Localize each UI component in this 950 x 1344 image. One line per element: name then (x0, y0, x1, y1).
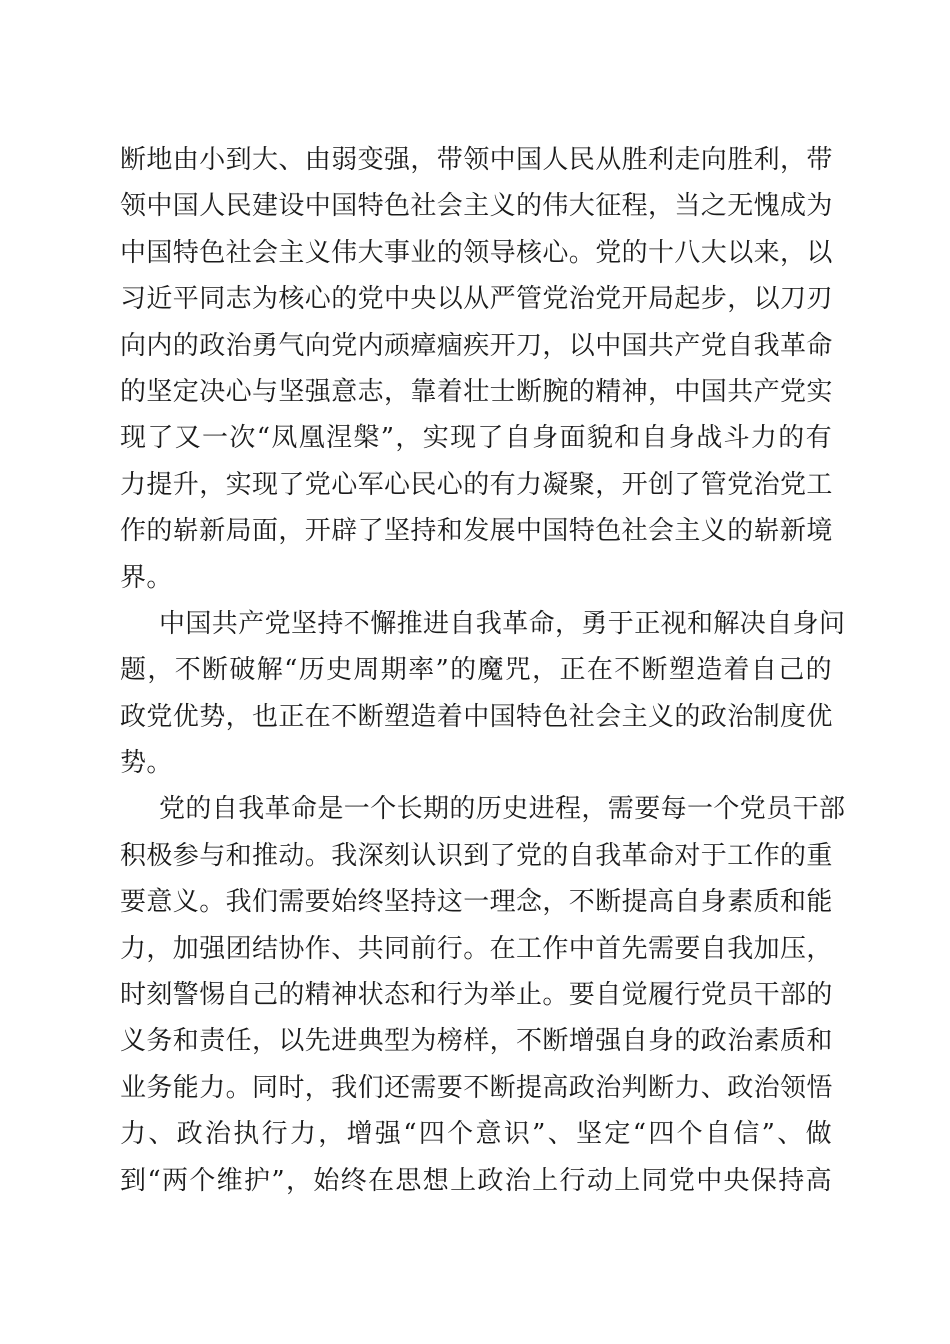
text-line: 中国特色社会主义伟大事业的领导核心。党的十八大以来，以 (120, 237, 833, 268)
text-line: 的坚定决心与坚强意志，靠着壮士断腕的精神，中国共产党实 (120, 376, 833, 407)
paragraph-first-line: 党的自我革命是一个长期的历史进程，需要每一个党员干部 (159, 794, 846, 825)
text-line: 要意义。我们需要始终坚持这一理念，不断提高自身素质和能 (120, 887, 833, 918)
text-line: 断地由小到大、由弱变强，带领中国人民从胜利走向胜利，带 (120, 145, 833, 175)
text-line: 义务和责任，以先进典型为榜样，不断增强自身的政治素质和 (120, 1026, 833, 1057)
text-line: 界。 (120, 562, 173, 593)
text-line: 力提升，实现了党心军心民心的有力凝聚，开创了管党治党工 (120, 469, 833, 500)
document-body (120, 137, 846, 1204)
paragraph-first-line: 中国共产党坚持不懈推进自我革命，勇于正视和解决自身问 (159, 608, 846, 639)
text-line: 政党优势，也正在不断塑造着中国特色社会主义的政治制度优 (120, 701, 833, 732)
text-line: 力、政治执行力，增强“四个意识”、坚定“四个自信”、做 (120, 1119, 832, 1150)
text-line: 时刻警惕自己的精神状态和行为举止。要自觉履行党员干部的 (120, 980, 833, 1011)
text-line: 向内的政治勇气向党内顽瘴痼疾开刀，以中国共产党自我革命 (120, 330, 833, 361)
text-line: 积极参与和推动。我深刻认识到了党的自我革命对于工作的重 (120, 840, 833, 871)
text-line: 习近平同志为核心的党中央以从严管党治党开局起步，以刀刃 (120, 284, 833, 315)
text-line: 势。 (120, 748, 173, 779)
text-line: 现了又一次“凤凰涅槃”，实现了自身面貌和自身战斗力的有 (120, 423, 832, 454)
text-line: 力，加强团结协作、共同前行。在工作中首先需要自我加压， (120, 933, 833, 964)
text-line: 题，不断破解“历史周期率”的魔咒，正在不断塑造着自己的 (120, 655, 832, 686)
text-line: 到“两个维护”，始终在思想上政治上行动上同党中央保持高 (120, 1165, 832, 1196)
text-line: 业务能力。同时，我们还需要不断提高政治判断力、政治领悟 (120, 1072, 833, 1103)
text-line: 领中国人民建设中国特色社会主义的伟大征程，当之无愧成为 (120, 191, 833, 222)
text-line: 作的崭新局面，开辟了坚持和发展中国特色社会主义的崭新境 (120, 516, 833, 547)
